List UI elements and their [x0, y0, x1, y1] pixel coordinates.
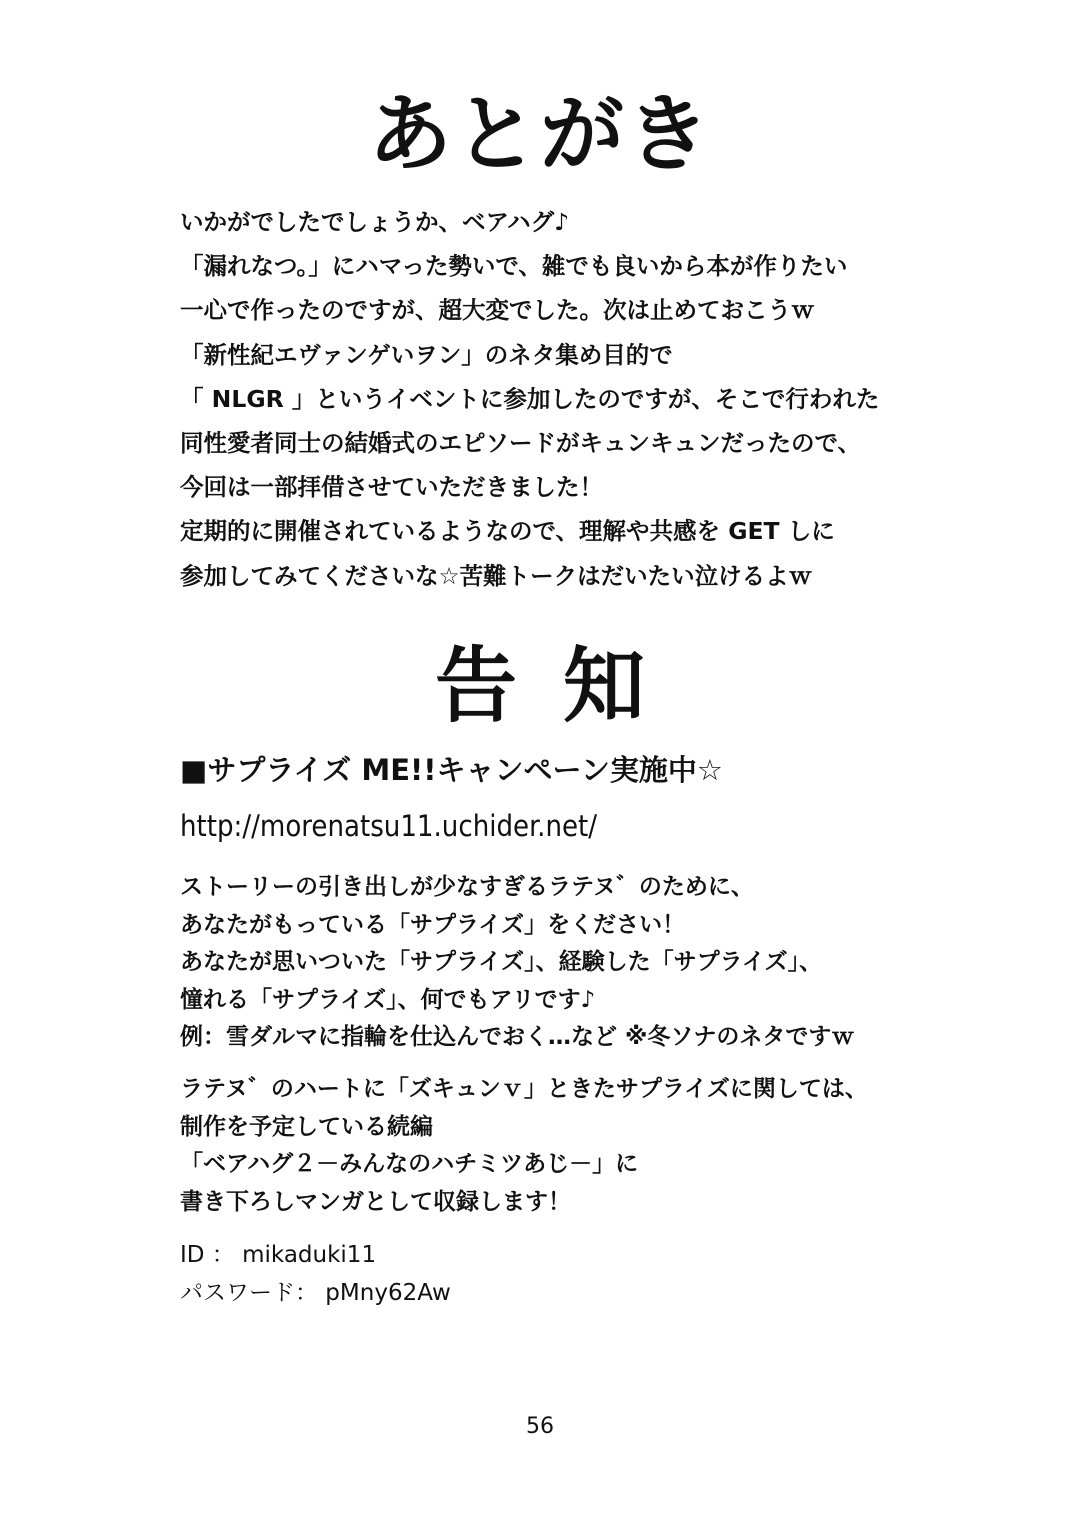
login-credentials	[180, 1236, 960, 1312]
campaign-line: 書き下ろしマンガとして収録します！	[180, 1188, 571, 1215]
page-number: 56	[526, 1414, 554, 1439]
afterword-heading: あとがき	[367, 85, 712, 183]
campaign-line: あなたが思いついた「サプライズ」、経験した「サプライズ」、	[180, 949, 823, 975]
campaign-line: 例：雪ダルマに指輪を仕込んでおく…など ※冬ソナのネタですｗ	[180, 1024, 855, 1050]
campaign-description	[180, 869, 960, 1057]
afterword-line: 参加してみてくださいな☆苦難トークはだいたい泣けるよｗ	[180, 561, 813, 590]
campaign-url: http://morenatsu11.uchider.net/	[180, 809, 598, 843]
afterword-line: 今回は一部拝借させていただきました！	[180, 473, 603, 502]
afterword-line: 同性愛者同士の結婚式のエピソードがキュンキュンだったので、	[180, 429, 862, 458]
afterword-line: いかがでしたでしょうか、ベアハグ♪	[180, 208, 570, 236]
afterword-line: 「漏れなつ。」にハマった勢いで、雑でも良いから本が作りたい	[180, 252, 848, 281]
credential-id: ID ： mikaduki11	[180, 1242, 377, 1268]
afterword-line: 一心で作ったのですが、超大変でした。次は止めておこうｗ	[180, 296, 815, 325]
campaign-line: 憧れる「サプライズ」、何でもアリです♪	[180, 986, 596, 1013]
afterword-line: 定期的に開催されているようなので、理解や共感を GET しに	[180, 517, 835, 546]
campaign-reward-description	[180, 1071, 960, 1221]
campaign-line: ラテヌ゛のハートに「ズキュンｖ」ときたサプライズに関しては、	[180, 1076, 868, 1102]
credential-password: パスワード： pMny62Aw	[180, 1280, 451, 1306]
afterword-line: 「 NLGR 」というイベントに参加したのですが、そこで行われた	[180, 384, 880, 413]
afterword-body	[180, 200, 960, 598]
campaign-line: 「ベアハグ２－みんなのハチミツあじ－」に	[180, 1151, 639, 1177]
campaign-line: ストーリーの引き出しが少なすぎるラテヌ゛のために、	[180, 874, 754, 900]
notice-heading: 告知	[434, 639, 691, 734]
campaign-title: ■サプライズ ME!!キャンペーン実施中☆	[180, 753, 723, 787]
campaign-line: 制作を予定している続編	[180, 1113, 433, 1140]
afterword-line: 「新性紀エヴァンゲいヲン」のネタ集め目的で	[180, 340, 673, 369]
campaign-line: あなたがもっている「サプライズ」をください！	[180, 911, 686, 938]
